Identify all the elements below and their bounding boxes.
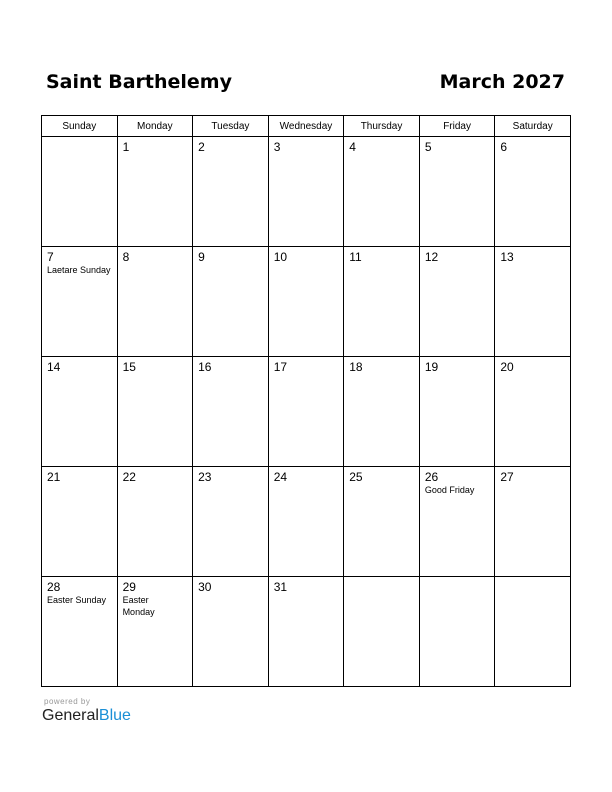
day-number: 22 xyxy=(122,470,136,484)
day-number: 23 xyxy=(198,470,212,484)
day-cell xyxy=(419,137,495,247)
day-number xyxy=(344,577,419,580)
day-cell xyxy=(268,577,344,687)
day-number: 18 xyxy=(349,360,363,374)
holiday-label: Laetare Sunday xyxy=(47,265,111,275)
day-number: 17 xyxy=(273,360,288,374)
day-number: 25 xyxy=(349,470,363,484)
day-cell xyxy=(344,357,420,467)
weekday-friday: Friday xyxy=(419,116,495,137)
day-number: 29 xyxy=(122,580,136,594)
day-number: 28 xyxy=(47,580,61,594)
day-cell xyxy=(495,137,571,247)
day-cell xyxy=(42,467,118,577)
brand-name-general: General xyxy=(42,707,99,724)
day-number xyxy=(420,577,495,580)
day-number: 30 xyxy=(198,580,212,594)
powered-by-text: powered by xyxy=(44,697,91,706)
day-number: 2 xyxy=(198,140,205,154)
day-cell xyxy=(419,467,495,577)
day-cell xyxy=(268,357,344,467)
day-cell xyxy=(42,137,118,247)
branding xyxy=(42,697,131,725)
day-number xyxy=(495,577,570,580)
day-cell xyxy=(117,467,193,577)
weekday-monday: Monday xyxy=(117,116,193,137)
day-cell xyxy=(344,247,420,357)
day-number: 7 xyxy=(47,250,54,264)
week-row xyxy=(42,467,571,577)
day-cell xyxy=(495,467,571,577)
weekday-thursday: Thursday xyxy=(344,116,420,137)
day-cell xyxy=(268,467,344,577)
holiday-label: Easter Monday xyxy=(122,595,155,617)
day-number: 27 xyxy=(500,470,514,484)
day-cell xyxy=(117,137,193,247)
day-number xyxy=(42,137,117,140)
weekday-tuesday: Tuesday xyxy=(193,116,269,137)
day-number: 9 xyxy=(198,250,205,264)
day-cell xyxy=(193,577,269,687)
day-cell xyxy=(42,357,118,467)
brand-logo xyxy=(42,707,131,725)
week-row xyxy=(42,357,571,467)
day-number: 14 xyxy=(47,360,61,374)
month-year-title: March 2027 xyxy=(439,71,565,93)
day-cell xyxy=(344,137,420,247)
day-number: 20 xyxy=(500,360,514,374)
day-cell xyxy=(495,247,571,357)
weekday-wednesday: Wednesday xyxy=(268,116,344,137)
day-number: 16 xyxy=(198,360,212,374)
day-cell xyxy=(495,357,571,467)
day-cell xyxy=(117,357,193,467)
day-cell xyxy=(419,357,495,467)
day-cell xyxy=(193,137,269,247)
day-number: 10 xyxy=(273,250,288,264)
day-cell xyxy=(344,577,420,687)
day-number: 3 xyxy=(273,140,281,154)
weekday-header-row xyxy=(42,116,571,137)
day-cell xyxy=(117,577,193,687)
day-number: 13 xyxy=(500,250,514,264)
day-number: 4 xyxy=(349,140,356,154)
day-number: 5 xyxy=(424,140,432,154)
day-number: 6 xyxy=(500,140,508,154)
day-cell xyxy=(193,467,269,577)
day-cell xyxy=(495,577,571,687)
brand-name-blue: Blue xyxy=(98,707,131,724)
day-cell xyxy=(268,247,344,357)
day-number: 11 xyxy=(349,250,362,264)
holiday-label: Good Friday xyxy=(424,485,475,495)
day-cell xyxy=(193,357,269,467)
day-number: 8 xyxy=(122,250,130,264)
day-number: 31 xyxy=(273,580,288,594)
weekday-sunday: Sunday xyxy=(42,116,118,137)
day-number: 26 xyxy=(424,470,439,484)
week-row xyxy=(42,577,571,687)
holiday-label: Easter Sunday xyxy=(47,595,107,605)
weekday-saturday: Saturday xyxy=(495,116,571,137)
week-row xyxy=(42,247,571,357)
day-number: 12 xyxy=(424,250,439,264)
region-title: Saint Barthelemy xyxy=(46,71,232,93)
day-number: 21 xyxy=(47,470,61,484)
week-row xyxy=(42,137,571,247)
day-number: 24 xyxy=(273,470,288,484)
calendar-grid xyxy=(41,115,571,687)
day-number: 19 xyxy=(424,360,439,374)
day-cell xyxy=(344,467,420,577)
day-number: 15 xyxy=(122,360,136,374)
day-cell xyxy=(419,247,495,357)
day-cell xyxy=(193,247,269,357)
day-cell xyxy=(419,577,495,687)
day-cell xyxy=(42,247,118,357)
day-number: 1 xyxy=(122,140,130,154)
day-cell xyxy=(42,577,118,687)
day-cell xyxy=(117,247,193,357)
day-cell xyxy=(268,137,344,247)
